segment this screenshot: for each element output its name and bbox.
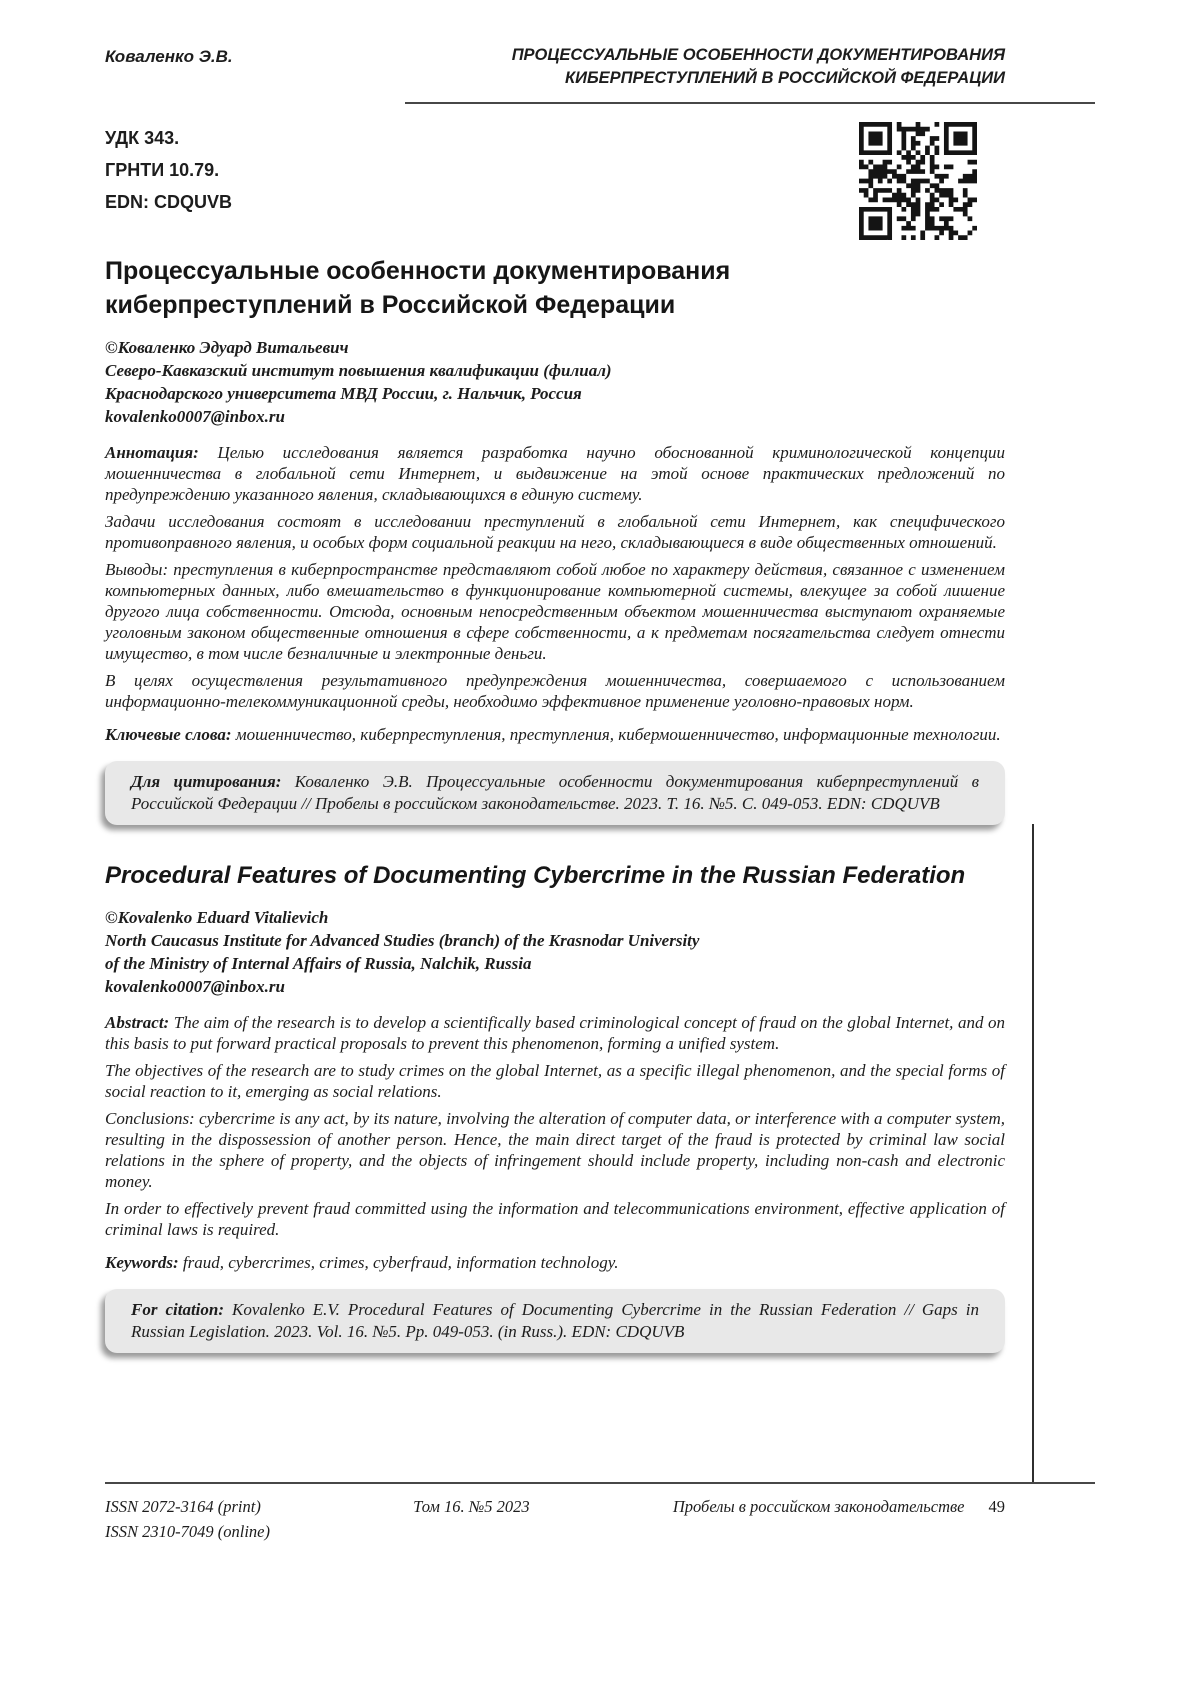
edn-code: EDN: CDQUVB [105, 192, 233, 212]
citation-label-ru: Для цитирования: [131, 772, 282, 791]
header-rule [405, 102, 1095, 104]
keywords-label-ru: Ключевые слова: [105, 725, 232, 744]
abstract-ru-text-3: Выводы: преступления в киберпространстве представляют собой любое по характеру действия, связанное с изменением компьютерных данных, либо вмешательство в функционирование компьютерной системы, влекущее за собой лишение другого лица собственности. Отсюда, основным непосредственным объектом мошенничества выступают охраняемые уголовным законом общественные отношения в сфере собственности, а к предметам посягательства следует отнести имущество, в том числе безналичные и электронные деньги. [105, 560, 1005, 663]
abstract-en-label: Abstract: [105, 1013, 170, 1032]
keywords-ru [105, 724, 1005, 745]
page-footer [105, 1494, 1005, 1544]
article-title-en: Procedural Features of Documenting Cybercrime in the Russian Federation [105, 862, 966, 889]
keywords-text-ru: мошенничество, киберпреступления, преступления, кибермошенничество, информационные технологии. [235, 725, 1001, 744]
abstract-en-paragraph-4 [105, 1198, 1005, 1240]
citation-box-ru [105, 761, 1005, 825]
abstract-ru-paragraph-2 [105, 511, 1005, 553]
footer-rule [105, 1482, 1095, 1484]
citation-text-en: Kovalenko E.V. Procedural Features of Documenting Cybercrime in the Russian Federation // Gaps in Russian Legislation. 2023. Vol. 16. №5. Pp. 049-053. (in Russ.). EDN: CDQUVB [131, 1300, 979, 1341]
journal-name: Пробелы в российском законодательстве [672, 1497, 965, 1516]
abstract-ru-paragraph-1 [105, 442, 1005, 505]
running-header-author: Коваленко Э.В. [105, 47, 233, 66]
affiliation-ru-line2: Краснодарского университета МВД России, г. Нальчик, Россия [105, 384, 582, 403]
abstract-en-text-1: The aim of the research is to develop a scientifically based criminological concept of fraud on the global Internet, and on this basis to put forward practical proposals to prevent this phenomenon, forming a unified system. [105, 1013, 1005, 1053]
author-block-en [105, 906, 1200, 998]
abstract-ru-text-1: Целью исследования является разработка научно обоснованной криминологической концепции мошенничества в глобальной сети Интернет, и выдвижение на этой основе практических предложений по предупреждению указанного явления, складывающихся в единую систему. [105, 443, 1006, 504]
abstract-en-paragraph-1 [105, 1012, 1005, 1054]
journal-name-block [673, 1494, 1005, 1519]
affiliation-en-line2: of the Ministry of Internal Affairs of Russia, Nalchik, Russia [105, 954, 532, 973]
article-meta [105, 122, 232, 218]
running-header-title [512, 44, 1005, 90]
right-vertical-rule [1032, 824, 1034, 1482]
citation-label-en: For citation: [131, 1300, 225, 1319]
article-title-ru: Процессуальные особенности документирования киберпреступлений в Российской Федерации [105, 257, 731, 319]
abstract-en-paragraph-3 [105, 1108, 1005, 1192]
affiliation-en-line1: North Caucasus Institute for Advanced Studies (branch) of the Krasnodar University [105, 931, 700, 950]
abstract-en-text-2: The objectives of the research are to study crimes on the global Internet, as a specific illegal phenomenon, and the special forms of social reaction to it, emerging as social relations. [105, 1061, 1005, 1101]
citation-text-ru: Коваленко Э.В. Процессуальные особенности документирования киберпреступлений в Российской Федерации // Пробелы в российском законодательстве. 2023. Т. 16. №5. С. 049-053. EDN: CDQUVB [131, 772, 979, 813]
running-header-title-line1: ПРОЦЕССУАЛЬНЫЕ ОСОБЕННОСТИ ДОКУМЕНТИРОВАНИЯ [511, 46, 1005, 64]
abstract-ru-paragraph-4 [105, 670, 1005, 712]
citation-en [131, 1299, 979, 1343]
issn-block [105, 1494, 270, 1544]
affiliation-ru-line1: Северо-Кавказский институт повышения квалификации (филиал) [105, 361, 612, 380]
abstract-en-text-4: In order to effectively prevent fraud committed using the information and telecommunications environment, effective application of criminal laws is required. [105, 1199, 1005, 1239]
volume-info: Том 16. №5 2023 [413, 1497, 530, 1516]
author-email-ru: kovalenko0007@inbox.ru [105, 407, 285, 426]
abstract-ru [105, 442, 1200, 712]
abstract-en-text-3: Conclusions: cybercrime is any act, by its nature, involving the alteration of computer data, or interference with a computer system, resulting in the dispossession of another person. Hence, the main direct target of the fraud is protected by criminal law social relations in the sphere of property, and the objects of infringement should include property, including non-cash and electronic money. [105, 1109, 1005, 1191]
keywords-en [105, 1252, 1005, 1273]
abstract-ru-text-2: Задачи исследования состоят в исследовании преступлений в глобальной сети Интернет, как специфического противоправного явления, и особых форм социальной реакции на него, складывающиеся в виде общественных отношений. [105, 512, 1005, 552]
issn-online: ISSN 2310-7049 (online) [105, 1522, 270, 1541]
grnti-code: ГРНТИ 10.79. [105, 160, 220, 180]
author-block-ru [105, 336, 1200, 428]
meta-row [105, 122, 1005, 240]
keywords-text-en: fraud, cybercrimes, crimes, cyberfraud, information technology. [182, 1253, 619, 1272]
author-name-ru: ©Коваленко Эдуард Витальевич [105, 338, 349, 357]
abstract-ru-text-4: В целях осуществления результативного предупреждения мошенничества, совершаемого с использованием информационно-телекоммуникационной среды, необходимо эффективное применение уголовно-правовых норм. [105, 671, 1005, 711]
keywords-label-en: Keywords: [105, 1253, 179, 1272]
abstract-en [105, 1012, 1200, 1240]
author-email-en: kovalenko0007@inbox.ru [105, 977, 285, 996]
citation-box-en [105, 1289, 1005, 1353]
abstract-ru-label: Аннотация: [105, 443, 199, 462]
udk-code: УДК 343. [105, 128, 180, 148]
page-number: 49 [988, 1497, 1005, 1516]
qr-code [859, 122, 977, 240]
abstract-ru-paragraph-3 [105, 559, 1005, 664]
author-name-en: ©Kovalenko Eduard Vitalievich [105, 908, 329, 927]
running-header [105, 44, 1005, 90]
abstract-en-paragraph-2 [105, 1060, 1005, 1102]
issn-print: ISSN 2072-3164 (print) [105, 1497, 261, 1516]
running-header-title-line2: КИБЕРПРЕСТУПЛЕНИЙ В РОССИЙСКОЙ ФЕДЕРАЦИИ [564, 69, 1005, 87]
citation-ru [131, 771, 979, 815]
